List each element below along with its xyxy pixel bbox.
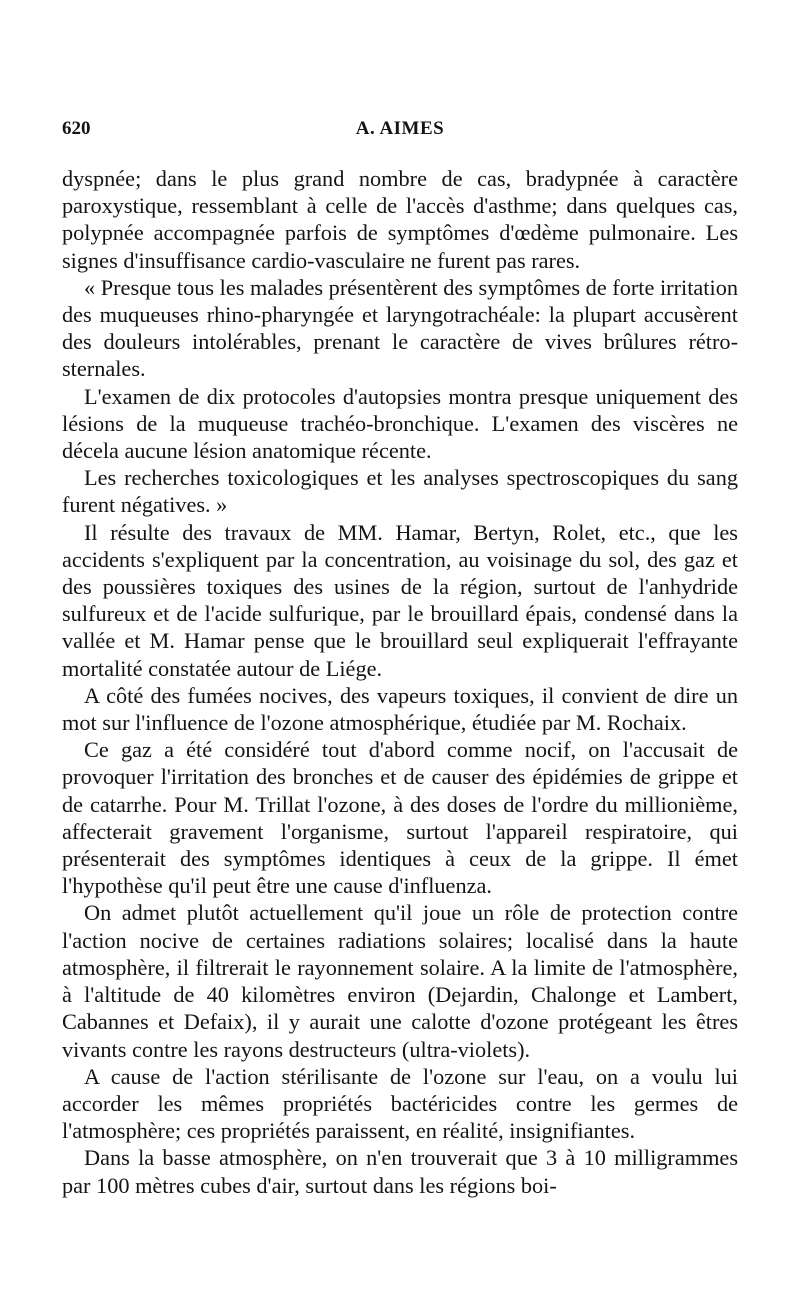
page-number: 620	[62, 118, 91, 139]
paragraph-continuation: dyspnée; dans le plus grand nombre de cas, bradypnée à caractère paroxystique, ressemblant à celle de l'accès d'asthme; dans quelques cas, polypnée accompagnée parfois de symptômes d'œdème pulmonaire. Les signes d'insuffisance cardio-vasculaire ne furent pas rares.	[62, 166, 738, 273]
paragraph-autopsies: L'examen de dix protocoles d'autopsies montra presque uniquement des lésions de la muqueuse trachéo-bronchique. L'examen des viscères ne décela aucune lésion anatomique récente.	[62, 383, 738, 464]
paragraph-ozone-protection: On admet plutôt actuellement qu'il joue un rôle de protection contre l'action nocive de certaines radiations solaires; localisé dans la haute atmosphère, il filtrerait le rayonnement solaire. A la limite de l'atmosphère, à l'altitude de 40 kilomètres environ (Dejardin, Chalonge et Lambert, Cabannes et Defaix), il y aurait une calotte d'ozone protégeant les êtres vivants contre les rayons destructeurs (ultra-violets).	[62, 900, 738, 1062]
running-head: A. AIMES	[355, 118, 445, 139]
page-header	[62, 118, 738, 146]
paragraph-causes: Il résulte des travaux de MM. Hamar, Bertyn, Rolet, etc., que les accidents s'expliquent par la concentration, au voisinage du sol, des gaz et des poussières toxiques des usines de la région, surtout de l'anhydride sulfureux et de l'acide sulfurique, par le brouillard épais, condensé dans la vallée et M. Hamar pense que le brouillard seul expliquerait l'effrayante mortalité constatée autour de Liége.	[62, 519, 738, 681]
paragraph-quote-symptoms: « Presque tous les malades présentèrent des symptômes de forte irritation des muqueuses rhino-pharyngée et laryngotrachéale: la plupart accusèrent des douleurs intolérables, prenant le caractère de vives brûlures rétro-sternales.	[62, 274, 738, 382]
paragraph-toxicology: Les recherches toxicologiques et les analyses spectroscopiques du sang furent négatives. »	[62, 465, 738, 518]
paragraph-ozone-nocive: Ce gaz a été considéré tout d'abord comme nocif, on l'accusait de provoquer l'irritation des bronches et de causer des épidémies de grippe et de catarrhe. Pour M. Trillat l'ozone, à des doses de l'ordre du millionième, affecterait gravement l'organisme, surtout l'appareil respiratoire, qui présenterait des symptômes identiques à ceux de la grippe. Il émet l'hypothèse qu'il peut être une cause d'influenza.	[62, 737, 738, 899]
paragraph-ozone-intro: A côté des fumées nocives, des vapeurs toxiques, il convient de dire un mot sur l'influence de l'ozone atmosphérique, étudiée par M. Rochaix.	[62, 682, 738, 736]
body-text	[62, 165, 738, 1199]
paragraph-ozone-concentration: Dans la basse atmosphère, on n'en trouverait que 3 à 10 milligrammes par 100 mètres cubes d'air, surtout dans les régions boi-	[62, 1145, 738, 1198]
paragraph-ozone-sterilisation: A cause de l'action stérilisante de l'ozone sur l'eau, on a voulu lui accorder les mêmes propriétés bactéricides contre les germes de l'atmosphère; ces propriétés paraissent, en réalité, insignifiantes.	[62, 1063, 738, 1144]
